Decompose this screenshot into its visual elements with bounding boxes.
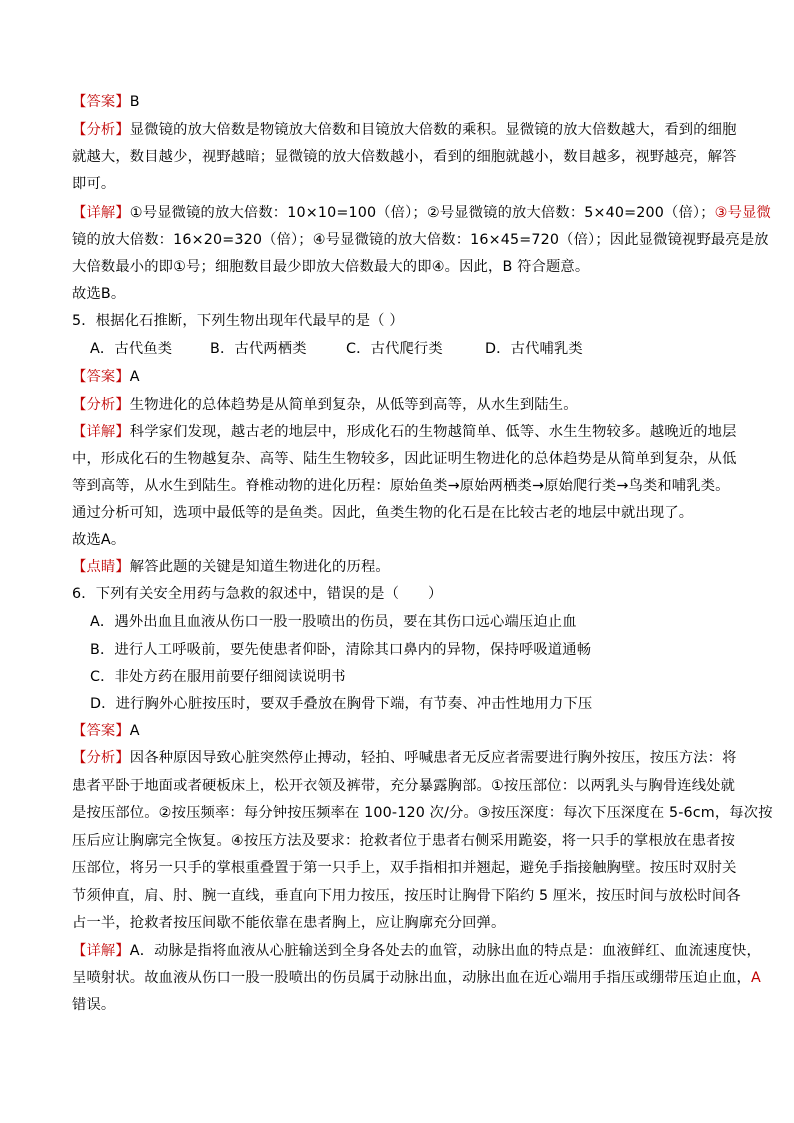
q5-detail-line [72, 422, 737, 442]
q5-answer-line [72, 367, 140, 387]
q6-option-c: C．非处方药在服用前要仔细阅读说明书 [90, 669, 346, 685]
analysis-tag: 【分析】 [72, 122, 130, 138]
point-tag: 【点睛】 [72, 559, 130, 575]
detail-tag: 【详解】 [72, 424, 130, 440]
q6-analysis-line: 是按压部位。②按压频率：每分钟按压频率在 100-120 次/分。③按压深度：每次下压深度在 5-6cm，每次按 [72, 805, 773, 821]
q6-analysis-line: 占一半，抢救者按压间歇不能依靠在患者胸上，应让胸廓充分回弹。 [72, 915, 506, 931]
q5-option-a: A．古代鱼类 [90, 341, 173, 357]
q5-detail-line: 中，形成化石的生物越复杂、高等、陆生生物较多，因此证明生物进化的总体趋势是从简单到复杂，从低 [72, 451, 737, 467]
q5-analysis-line [72, 395, 578, 415]
point-text: 解答此题的关键是知道生物进化的历程。 [129, 559, 390, 575]
detail-tag: 【详解】 [72, 205, 130, 221]
analysis-text: 显微镜的放大倍数是物镜放大倍数和目镜放大倍数的乘积。显微镜的放大倍数越大，看到的细胞 [129, 122, 737, 138]
answer-value: A [129, 723, 140, 739]
q6-analysis-line: 压部位，将另一只手的掌根重叠置于第一只手上，双手指相扣并翘起，避免手指接触胸壁。按压时双肘关 [72, 860, 737, 876]
q5-detail-line: 等到高等，从水生到陆生。脊椎动物的进化历程：原始鱼类→原始两栖类→原始爬行类→鸟类和哺乳类。 [72, 478, 730, 494]
q5-conclusion: 故选A。 [72, 532, 126, 548]
q6-analysis-line: 患者平卧于地面或者硬板床上，松开衣领及裤带，充分暴露胸部。①按压部位：以两乳头与胸骨连线处就 [72, 778, 736, 794]
analysis-tag: 【分析】 [72, 750, 130, 766]
q4-analysis-line [72, 120, 737, 140]
q6-detail-line [72, 941, 761, 961]
q5-options [90, 339, 583, 359]
q6-detail-line: 错误。 [72, 997, 116, 1013]
answer-tag: 【答案】 [72, 369, 130, 385]
answer-tag: 【答案】 [72, 94, 130, 110]
q4-detail-line: 镜的放大倍数：16×20=320（倍）；④号显微镜的放大倍数：16×45=720（倍）；因此显微镜视野最亮是放 [72, 232, 769, 248]
q6-analysis-line [72, 748, 737, 768]
analysis-text: 生物进化的总体趋势是从简单到复杂，从低等到高等，从水生到陆生。 [129, 397, 578, 413]
detail-text-red: ③号显微 [714, 205, 771, 221]
q6-analysis-line: 节须伸直，肩、肘、腕一直线，垂直向下用力按压，按压时让胸骨下陷约 5 厘米，按压时间与放松时间各 [72, 888, 741, 904]
q6-option-a: A．遇外出血且血液从伤口一股一股喷出的伤员，要在其伤口远心端压迫止血 [90, 614, 577, 630]
q5-option-d: D．古代哺乳类 [485, 341, 583, 357]
q5-point-line [72, 557, 390, 577]
q4-detail-line: 大倍数最小的即①号；细胞数目最少即放大倍数最大的即④。因此，B 符合题意。 [72, 259, 590, 275]
q6-answer-line [72, 721, 140, 741]
q4-analysis-line: 就越大，数目越少，视野越暗；显微镜的放大倍数越小，看到的细胞就越小，数目越多，视野越亮，解答 [72, 149, 737, 165]
q6-stem: 6．下列有关安全用药与急救的叙述中，错误的是（ ） [72, 586, 443, 602]
detail-text: A．动脉是指将血液从心脏输送到全身各处去的血管，动脉出血的特点是：血液鲜红、血流速度快， [129, 943, 761, 959]
q6-option-d: D．进行胸外心脏按压时，要双手叠放在胸骨下端，有节奏、冲击性地用力下压 [90, 696, 593, 712]
answer-tag: 【答案】 [72, 723, 130, 739]
detail-text: 科学家们发现，越古老的地层中，形成化石的生物越简单、低等、水生生物较多。越晚近的地层 [129, 424, 737, 440]
q4-conclusion: 故选B。 [72, 286, 126, 302]
answer-value: A [129, 369, 140, 385]
q6-detail-line [72, 968, 761, 988]
detail-text: 呈喷射状。故血液从伤口一股一股喷出的伤员属于动脉出血，动脉出血在近心端用手指压或绷带压迫止血， [72, 970, 751, 986]
q6-option-b: B．进行人工呼吸前，要先使患者仰卧，清除其口鼻内的异物，保持呼吸道通畅 [90, 642, 592, 658]
q5-option-b: B．古代两栖类 [210, 341, 307, 357]
detail-text-red: A [751, 970, 761, 986]
analysis-text: 因各种原因导致心脏突然停止搏动，轻拍、呼喊患者无反应者需要进行胸外按压，按压方法：将 [129, 750, 737, 766]
answer-value: B [129, 94, 140, 110]
q4-analysis-line: 即可。 [72, 176, 116, 192]
detail-text: ①号显微镜的放大倍数：10×10=100（倍）；②号显微镜的放大倍数：5×40=200（倍）； [129, 205, 715, 221]
q5-detail-line: 通过分析可知，选项中最低等的是鱼类。因此，鱼类生物的化石是在比较古老的地层中就出现了。 [72, 505, 694, 521]
q6-analysis-line: 压后应让胸廓完全恢复。④按压方法及要求：抢救者位于患者右侧采用跪姿，将一只手的掌根放在患者按 [72, 833, 736, 849]
q5-option-c: C．古代爬行类 [346, 341, 443, 357]
detail-tag: 【详解】 [72, 943, 130, 959]
q4-answer-line [72, 92, 140, 112]
analysis-tag: 【分析】 [72, 397, 130, 413]
q5-stem: 5．根据化石推断，下列生物出现年代最早的是（ ） [72, 313, 404, 329]
q4-detail-line [72, 203, 771, 223]
